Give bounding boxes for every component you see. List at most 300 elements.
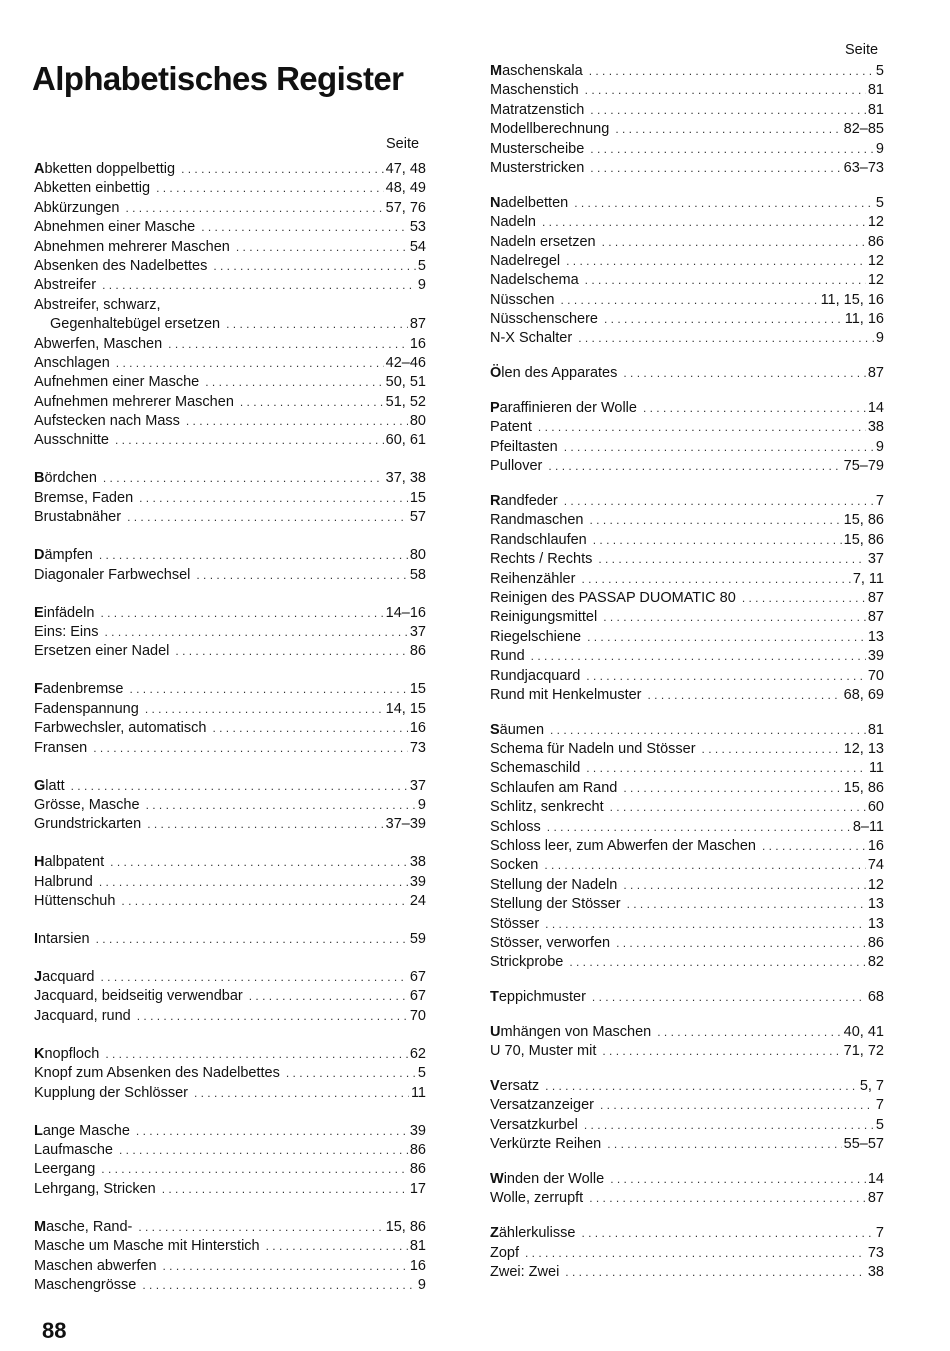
leader-dots — [240, 393, 384, 412]
index-term: Abstreifer — [34, 277, 97, 294]
page-reference: 59 — [409, 931, 426, 948]
leader-dots — [602, 233, 866, 252]
index-term: Musterstricken — [490, 159, 585, 176]
index-term: Jacquard, rund — [34, 1007, 131, 1024]
index-term: Rechts / Rechts — [490, 551, 593, 568]
index-letter-group — [34, 1045, 426, 1103]
index-entry — [490, 1244, 884, 1263]
page-reference: 86 — [867, 934, 884, 951]
index-entry — [490, 159, 884, 178]
page-reference: 12 — [867, 214, 884, 231]
index-term-rest: mhängen von Maschen — [500, 1023, 652, 1040]
page-reference: 37, 38 — [385, 470, 426, 487]
index-term: Pullover — [490, 458, 543, 475]
index-term-rest: ämpfen — [44, 547, 93, 564]
index-initial-letter: B — [34, 470, 45, 487]
page-reference: 37 — [409, 777, 426, 794]
page-reference: 86 — [867, 233, 884, 250]
index-term — [490, 364, 617, 383]
index-term: Halbrund — [34, 873, 93, 890]
index-entry — [34, 1218, 426, 1237]
index-term: Maschengrösse — [34, 1276, 137, 1293]
index-term: Hüttenschuh — [34, 893, 116, 910]
index-term: Kupplung der Schlösser — [34, 1084, 188, 1101]
index-entry — [490, 310, 884, 329]
leader-dots — [586, 759, 867, 778]
index-term: Modellberechnung — [490, 121, 610, 138]
index-entry — [34, 1257, 426, 1276]
index-term — [490, 1023, 651, 1042]
index-term-rest: ersatz — [499, 1078, 540, 1095]
index-term: U 70, Muster mit — [490, 1043, 597, 1060]
index-entry — [490, 589, 884, 608]
index-entry — [34, 719, 426, 738]
leader-dots — [201, 218, 408, 237]
index-entry — [490, 271, 884, 290]
leader-dots — [116, 354, 384, 373]
index-letter-group — [490, 364, 884, 383]
index-entry — [490, 953, 884, 972]
leader-dots — [590, 159, 841, 178]
page-title: Alphabetisches Register — [32, 60, 404, 97]
index-entry — [490, 988, 884, 1007]
index-term — [34, 777, 65, 796]
index-term: Nadelschema — [490, 272, 579, 289]
right-column-seite-label: Seite — [845, 42, 879, 58]
leader-dots — [762, 837, 866, 856]
index-term: Schemaschild — [490, 760, 581, 777]
index-entry — [490, 438, 884, 457]
index-term: Schlaufen am Rand — [490, 779, 618, 796]
page-reference: 5 — [875, 194, 884, 211]
index-term: Grösse, Masche — [34, 796, 140, 813]
index-entry — [34, 546, 426, 565]
index-entry — [490, 1170, 884, 1189]
leader-dots — [657, 1023, 841, 1042]
leader-dots — [138, 1218, 383, 1237]
leader-dots — [590, 511, 842, 530]
leader-dots — [592, 988, 866, 1007]
page-reference: 12 — [867, 876, 884, 893]
leader-dots — [550, 721, 866, 740]
leader-dots — [525, 1244, 866, 1263]
leader-dots — [226, 315, 408, 334]
index-letter-group — [34, 469, 426, 527]
page-reference: 9 — [417, 1276, 426, 1293]
page-reference: 8–11 — [852, 818, 884, 835]
index-term — [490, 721, 544, 740]
index-term: Laufmasche — [34, 1141, 113, 1158]
page-reference: 9 — [417, 277, 426, 294]
index-term-rest: nopfloch — [44, 1045, 100, 1062]
page-reference: 16 — [867, 838, 884, 855]
index-term: Gegenhaltebügel ersetzen — [50, 316, 221, 333]
index-letter-group — [34, 160, 426, 451]
leader-dots — [566, 252, 866, 271]
page-reference: 9 — [875, 438, 884, 455]
page-reference: 16 — [409, 335, 426, 352]
page-number: 88 — [42, 1318, 67, 1343]
index-initial-letter: I — [34, 931, 39, 948]
page-reference: 37 — [409, 623, 426, 640]
index-entry — [34, 1045, 426, 1064]
leader-dots — [569, 953, 866, 972]
index-entry — [34, 604, 426, 623]
index-initial-letter: M — [34, 1218, 47, 1235]
leader-dots — [564, 492, 874, 511]
leader-dots — [593, 531, 842, 550]
leader-dots — [578, 329, 874, 348]
page-reference: 13 — [867, 628, 884, 645]
index-term-rest: ählerkulisse — [498, 1225, 576, 1242]
index-entry — [490, 628, 884, 647]
page-reference: 81 — [867, 101, 884, 118]
leader-dots — [266, 1237, 408, 1256]
page-reference: 60, 61 — [385, 432, 426, 449]
leader-dots — [623, 364, 865, 383]
index-entry — [490, 779, 884, 798]
index-entry — [490, 101, 884, 120]
leader-dots — [607, 1135, 841, 1154]
index-term-rest: inden der Wolle — [503, 1171, 605, 1188]
index-letter-group — [34, 1122, 426, 1200]
index-term: Rund — [490, 648, 525, 665]
leader-dots — [585, 81, 866, 100]
index-term: Nadeln ersetzen — [490, 233, 596, 250]
page-reference: 86 — [409, 643, 426, 660]
index-entry — [490, 492, 884, 511]
leader-dots — [610, 1170, 866, 1189]
index-term: Pfeiltasten — [490, 438, 558, 455]
leader-dots — [610, 798, 866, 817]
index-letter-group — [490, 62, 884, 178]
page-reference: 74 — [867, 857, 884, 874]
page-reference: 82 — [867, 954, 884, 971]
page-reference: 11 — [868, 760, 884, 777]
page-reference: 42–46 — [385, 354, 426, 371]
index-term-rest: adelbetten — [500, 194, 569, 211]
index-entry — [490, 550, 884, 569]
leader-dots — [548, 457, 841, 476]
index-entry — [34, 218, 426, 237]
page-reference: 12 — [867, 252, 884, 269]
index-letter-group — [490, 492, 884, 705]
index-term-rest: andfeder — [500, 492, 558, 509]
page-reference: 81 — [867, 82, 884, 99]
page-reference: 11, 15, 16 — [820, 291, 884, 308]
leader-dots — [616, 934, 866, 953]
index-entry — [490, 233, 884, 252]
index-entry — [34, 508, 426, 527]
leader-dots — [547, 818, 851, 837]
index-entry — [34, 873, 426, 892]
leader-dots — [585, 271, 866, 290]
page-reference: 5 — [417, 257, 426, 274]
leader-dots — [127, 508, 408, 527]
leader-dots — [213, 257, 416, 276]
index-term — [34, 930, 90, 949]
page-reference: 16 — [409, 720, 426, 737]
page-reference: 87 — [409, 316, 426, 333]
index-term: Aufnehmen einer Masche — [34, 374, 200, 391]
index-entry — [34, 1276, 426, 1295]
index-entry — [34, 930, 426, 949]
index-term: Nadeln — [490, 214, 536, 231]
page-reference: 58 — [409, 566, 426, 583]
page-reference: 15 — [409, 681, 426, 698]
leader-dots — [531, 647, 866, 666]
index-entry — [490, 1263, 884, 1282]
index-entry — [34, 1237, 426, 1256]
index-entry — [490, 721, 884, 740]
leader-dots — [615, 120, 841, 139]
leader-dots — [542, 213, 866, 232]
index-entry — [34, 160, 426, 179]
index-entry — [34, 853, 426, 872]
index-entry — [34, 354, 426, 373]
index-letter-group — [34, 777, 426, 835]
index-term: Schloss — [490, 818, 541, 835]
page-reference: 55–57 — [843, 1136, 884, 1153]
index-term: Patent — [490, 419, 532, 436]
index-term-rest: infädeln — [43, 604, 95, 621]
page-reference: 81 — [409, 1238, 426, 1255]
leader-dots — [205, 373, 383, 392]
page-reference: 9 — [875, 330, 884, 347]
page-reference: 15, 86 — [843, 531, 884, 548]
index-letter-group — [34, 853, 426, 911]
index-term — [34, 1218, 132, 1237]
index-entry — [490, 140, 884, 159]
index-entry — [34, 1160, 426, 1179]
index-term: Aufnehmen mehrerer Maschen — [34, 393, 234, 410]
leader-dots — [604, 310, 843, 329]
index-initial-letter: T — [490, 989, 499, 1006]
index-entry — [490, 856, 884, 875]
index-entry — [490, 194, 884, 213]
page-reference: 50, 51 — [385, 374, 426, 391]
leader-dots — [162, 1180, 408, 1199]
page-reference: 13 — [867, 896, 884, 913]
index-term: Farbwechsler, automatisch — [34, 720, 207, 737]
leader-dots — [603, 608, 866, 627]
index-entry — [34, 1084, 426, 1103]
leader-dots — [565, 1263, 866, 1282]
page-reference: 57, 76 — [385, 199, 426, 216]
index-term — [34, 1045, 99, 1064]
leader-dots — [196, 566, 408, 585]
index-entry — [490, 686, 884, 705]
index-entry — [34, 412, 426, 431]
index-term: Grundstrickarten — [34, 816, 142, 833]
index-term — [490, 399, 637, 418]
index-term: Zopf — [490, 1244, 520, 1261]
index-entry — [34, 1064, 426, 1083]
right-index-column — [490, 62, 884, 1282]
index-initial-letter: D — [34, 547, 45, 564]
index-term: Musterscheibe — [490, 140, 585, 157]
index-entry — [34, 987, 426, 1006]
leader-dots — [175, 642, 407, 661]
page-reference: 37–39 — [385, 816, 426, 833]
leader-dots — [100, 968, 407, 987]
index-letter-group — [34, 680, 426, 758]
page-reference: 15, 86 — [385, 1218, 426, 1235]
index-term-rest: ördchen — [44, 470, 97, 487]
index-entry — [490, 81, 884, 100]
page-reference: 81 — [867, 721, 884, 738]
leader-dots — [627, 895, 866, 914]
index-term: Schloss leer, zum Abwerfen der Maschen — [490, 838, 756, 855]
page-reference: 5 — [417, 1065, 426, 1082]
index-initial-letter: P — [490, 400, 500, 417]
index-term-rest: ange Masche — [42, 1122, 130, 1139]
index-entry — [490, 1023, 884, 1042]
leader-dots — [129, 680, 407, 699]
index-letter-group — [34, 546, 426, 585]
index-entry — [490, 837, 884, 856]
index-entry — [490, 364, 884, 383]
index-term: Zwei: Zwei — [490, 1264, 560, 1280]
leader-dots — [586, 667, 866, 686]
leader-dots — [590, 140, 874, 159]
leader-dots — [702, 740, 842, 759]
index-entry — [34, 199, 426, 218]
index-term: Strickprobe — [490, 954, 564, 971]
page-reference: 60 — [867, 799, 884, 816]
index-term-rest: asche, Rand- — [46, 1218, 133, 1235]
index-initial-letter: L — [34, 1122, 43, 1139]
leader-dots — [574, 194, 874, 213]
index-entry — [490, 1189, 884, 1208]
index-term — [34, 1122, 130, 1141]
leader-dots — [156, 179, 384, 198]
page-reference: 87 — [867, 589, 884, 606]
leader-dots — [545, 1077, 858, 1096]
index-term — [34, 160, 175, 179]
leader-dots — [104, 623, 407, 642]
index-letter-group — [490, 1224, 884, 1282]
page-reference: 39 — [867, 648, 884, 665]
index-entry — [490, 1077, 884, 1096]
left-column-seite-label: Seite — [386, 136, 420, 152]
index-letter-group — [34, 930, 426, 949]
leader-dots — [119, 1141, 408, 1160]
leader-dots — [142, 1276, 416, 1295]
index-term: Ersetzen einer Nadel — [34, 643, 170, 660]
index-entry — [34, 1180, 426, 1199]
index-entry — [34, 179, 426, 198]
index-term: Absenken des Nadelbettes — [34, 257, 208, 274]
leader-dots — [115, 431, 384, 450]
page-reference: 7 — [875, 1225, 884, 1242]
index-letter-group — [34, 1218, 426, 1296]
index-entry — [490, 895, 884, 914]
index-entry — [34, 796, 426, 815]
index-term: Eins: Eins — [34, 623, 99, 640]
leader-dots — [538, 418, 866, 437]
index-entry — [490, 213, 884, 232]
index-entry — [34, 623, 426, 642]
index-term: Nüsschenschere — [490, 311, 598, 328]
index-term — [34, 968, 94, 987]
index-term: Matratzenstich — [490, 101, 585, 118]
index-entry — [34, 566, 426, 585]
leader-dots — [598, 550, 866, 569]
page-reference: 14 — [867, 1171, 884, 1188]
page-reference: 15, 86 — [843, 512, 884, 529]
index-term: Abketten einbettig — [34, 180, 151, 197]
page-reference: 39 — [409, 873, 426, 890]
page-reference: 7 — [875, 1097, 884, 1114]
leader-dots — [544, 856, 865, 875]
index-entry — [490, 531, 884, 550]
index-entry — [490, 511, 884, 530]
index-term: Jacquard, beidseitig verwendbar — [34, 988, 243, 1005]
leader-dots — [249, 987, 408, 1006]
index-initial-letter: U — [490, 1023, 501, 1040]
index-letter-group — [490, 399, 884, 477]
leader-dots — [146, 796, 416, 815]
index-entry — [34, 373, 426, 392]
index-entry — [490, 1135, 884, 1154]
index-term: Abkürzungen — [34, 199, 120, 216]
index-term-rest: araffinieren der Wolle — [499, 400, 637, 417]
leader-dots — [136, 1122, 408, 1141]
leader-dots — [212, 719, 407, 738]
index-term: Bremse, Faden — [34, 489, 134, 506]
leader-dots — [139, 489, 408, 508]
index-entry — [490, 667, 884, 686]
index-term: Stellung der Nadeln — [490, 876, 618, 893]
index-letter-group — [490, 988, 884, 1007]
index-entry — [34, 296, 426, 315]
leader-dots — [742, 589, 866, 608]
index-term — [490, 1077, 539, 1096]
leader-dots — [181, 160, 384, 179]
leader-dots — [560, 291, 818, 310]
index-term: Rund mit Henkelmuster — [490, 686, 642, 703]
page-reference: 24 — [409, 893, 426, 910]
leader-dots — [168, 335, 408, 354]
page-reference: 9 — [875, 140, 884, 157]
leader-dots — [623, 876, 865, 895]
page-reference: 11 — [410, 1084, 426, 1101]
leader-dots — [186, 412, 408, 431]
page-reference: 62 — [409, 1045, 426, 1062]
page-reference: 63–73 — [843, 159, 884, 176]
page-reference: 57 — [409, 509, 426, 526]
index-entry — [34, 469, 426, 488]
index-term: Socken — [490, 857, 539, 874]
index-entry — [34, 489, 426, 508]
leader-dots — [643, 399, 866, 418]
index-letter-group — [490, 1170, 884, 1209]
index-entry — [490, 418, 884, 437]
index-term: Verkürzte Reihen — [490, 1136, 602, 1153]
index-entry — [34, 238, 426, 257]
index-entry — [34, 276, 426, 295]
index-term: Stellung der Stösser — [490, 896, 621, 913]
page-reference: 86 — [409, 1161, 426, 1178]
index-initial-letter: J — [34, 969, 43, 986]
index-term-rest: aschenskala — [502, 63, 583, 79]
index-entry — [490, 647, 884, 666]
page-reference: 14–16 — [385, 604, 426, 621]
index-term: Reihenzähler — [490, 570, 576, 587]
page-reference: 37 — [867, 551, 884, 568]
page-reference: 38 — [409, 854, 426, 871]
